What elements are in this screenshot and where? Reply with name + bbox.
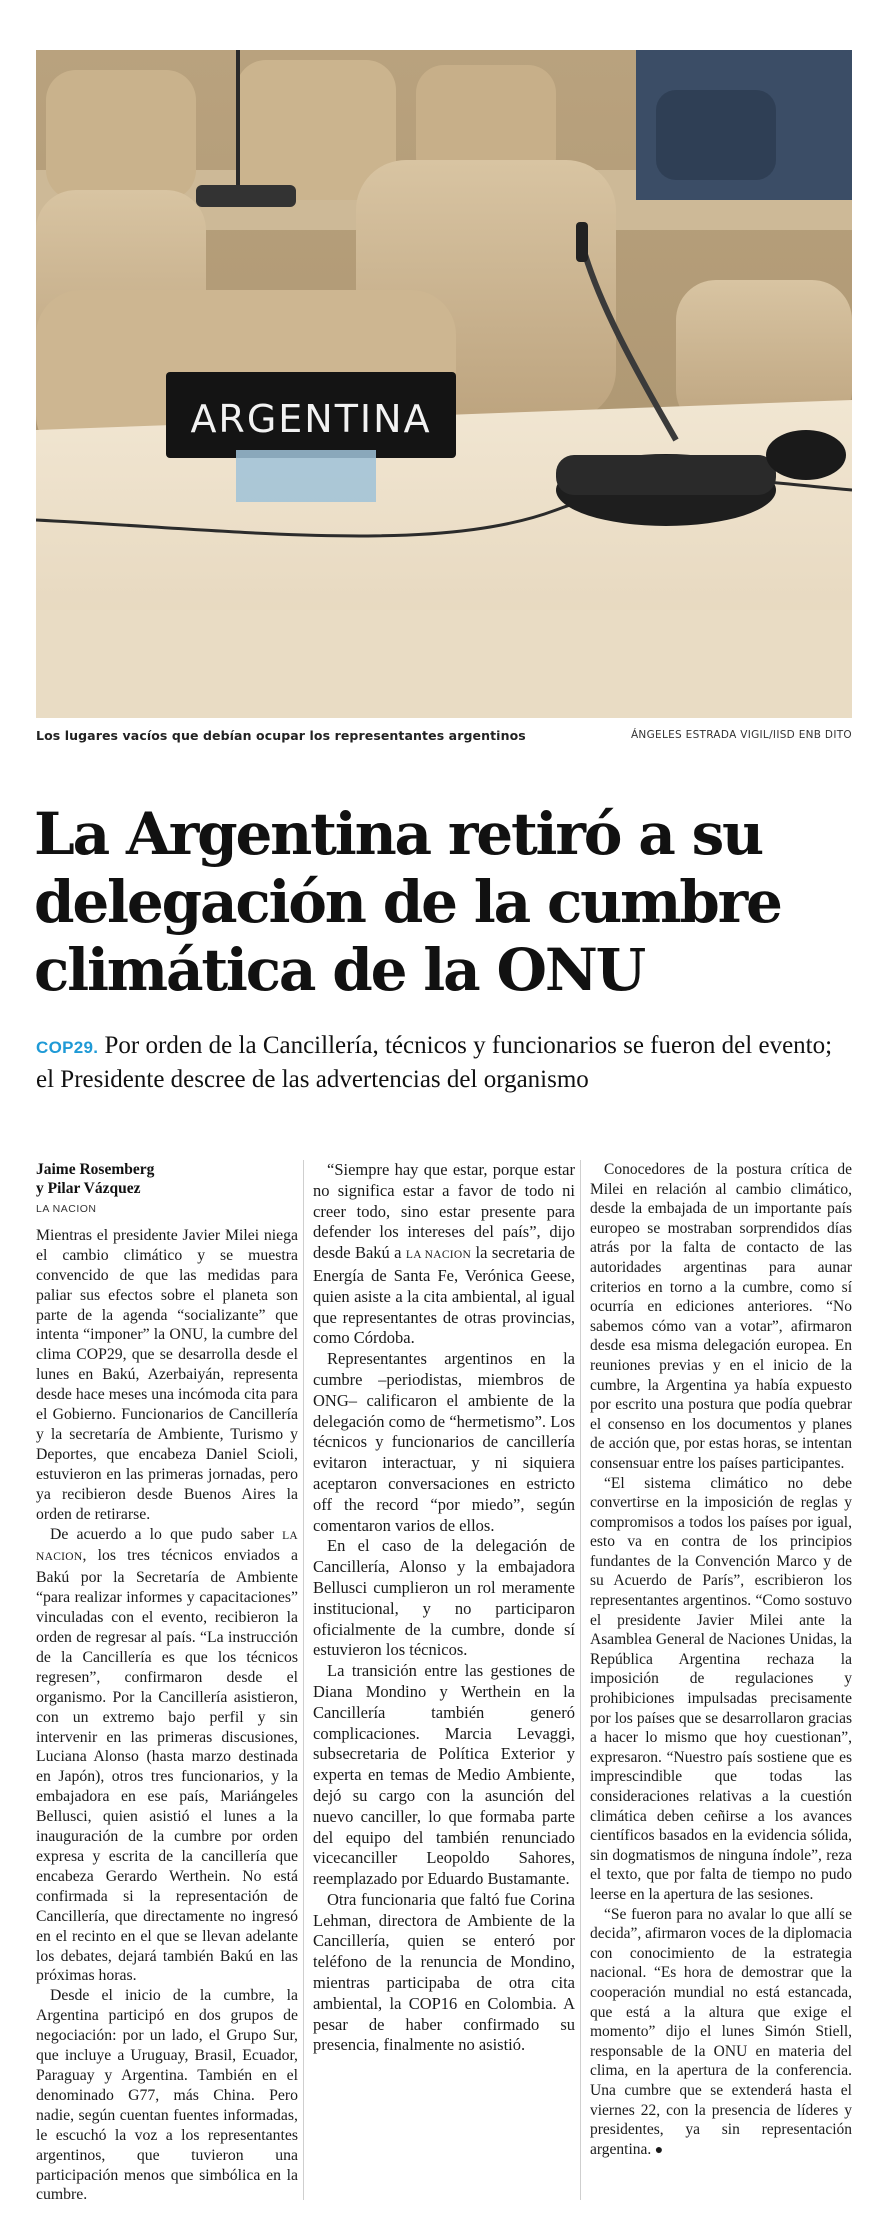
byline-source: LA NACION xyxy=(36,1203,97,1215)
body-paragraph: De acuerdo a lo que pudo saber LA NACION, los tres técnicos enviados a Bakú por la Secretaría de Ambiente “para realizar informes y capacitaciones” vinculadas con el evento, recibieron la orden de regresar al país. “La instrucción de la Cancillería es que los técnicos regresen”, confirmaron desde el organismo. Por la Cancillería asistieron, con un extremo bajo perfil y sin intervenir en las primeras discusiones, Luciana Alonso (hasta marzo destinada en Japón), otros tres funcionarios, y la embajadora en ese país, Mariángeles Bellusci, quien asistió el lunes a la inauguración de la cumbre por orden expresa y escrita de la cancillería que encabeza Gerardo Werthein. No está confirmada si la representación de Cancillería, que directamente no ingresó en el recinto en el que se llevan adelante los debates, dejará también Bakú en las próximas horas. xyxy=(36,1525,298,1985)
body-paragraph: En el caso de la delegación de Cancillería, Alonso y la embajadora Bellusci cumplieron un rol meramente institucional, y no participaron oficialmente de la cumbre, donde sí estuvieron los técnicos. xyxy=(313,1536,575,1660)
body-paragraph: Desde el inicio de la cumbre, la Argentina participó en dos grupos de negociación: por un lado, el Grupo Sur, que incluye a Uruguay, Brasil, Ecuador, Paraguay y Argentina. También en el denominado G77, más China. Pero nadie, según cuentan fuentes informadas, le escuchó la voz a los representantes argentinos, que tuvieron una participación menos que simbólica en la cumbre. xyxy=(36,1987,298,2204)
nameplate-text: ARGENTINA xyxy=(190,397,432,441)
column-divider xyxy=(303,1160,304,2200)
byline-author-1: Jaime Rosemberg xyxy=(36,1161,155,1178)
body-paragraph: Mientras el presidente Javier Milei niega el cambio climático y se muestra convencido de que las medidas para paliar sus efectos sobre el planeta son parte de la agenda “socializante” que intenta “imponer” la ONU, la cumbre del clima COP29, que se desarrolla desde el lunes en Bakú, Azerbaiyán, representa desde hace meses una incómoda cita para el Gobierno. Funcionarios de Cancillería y la secretaría de Ambiente, Turismo y Deportes, que encabeza Daniel Scioli, estuvieron en las primeras jornadas, pero ya recibieron desde Buenos Aires la orden de retirarse. xyxy=(36,1226,298,1523)
article-photo xyxy=(36,50,852,718)
lead-paragraph xyxy=(36,1030,852,1096)
article-column-3 xyxy=(590,1160,852,2160)
body-paragraph: Conocedores de la postura crítica de Milei en relación al cambio climático, desde la embajada de un importante país europeo se mostraban sorprendidos días atrás por la falta de contacto de las autoridades argentinas para aunar criterios en torno a la cumbre, como sí ocurría en ediciones anteriores. “No sabemos cómo van a votar”, afirmaron desde esa misma delegación europea. En reuniones previas y en el inicio de la cumbre, la Argentina ya había expuesto por escrito una postura que podía quebrar el consenso en los documentos y planes de acción que, por estas horas, se intentan consensuar entre los países participantes. xyxy=(590,1161,852,1472)
newspaper-name: LA NACION xyxy=(36,1529,298,1564)
body-paragraph: “Siempre hay que estar, porque estar no significa estar a favor de todo ni creer todo, sino estar presente para defender los intereses del país”, dijo desde Bakú a LA NACION la secretaria de Energía de Santa Fe, Verónica Geese, quien asiste a la cita ambiental, al igual que representantes de otras provincias, como Córdoba. xyxy=(313,1160,575,1348)
body-paragraph: “Se fueron para no avalar lo que allí se decida”, afirmaron voces de la diplomacia con conocimiento de la estrategia nacional. “Es hora de demostrar que la cooperación mundial no está estancada, que está a la altura que exige el momento” dijo el lunes Simón Stiell, responsable de la ONU en materia del clima, en la apertura de la conferencia. Una cumbre que se extenderá hasta el viernes 22, con la presencia de líderes y presidentes, ya sin representación argentina. ● xyxy=(590,1905,852,2158)
photo-credit: ÁNGELES ESTRADA VIGIL/IISD ENB DITO xyxy=(630,729,852,741)
body-paragraph: La transición entre las gestiones de Diana Mondino y Werthein en la Cancillería también generó complicaciones. Marcia Levaggi, subsecretaria de Política Exterior y experta en temas de Medio Ambiente, dejó su cargo con la asunción del nuevo canciller, lo que formaba parte del equipo del también renunciado vicecanciller Leopoldo Sahores, reemplazado por Eduardo Bustamante. xyxy=(313,1661,575,1889)
photo-caption xyxy=(36,728,852,748)
section-tag: COP29. xyxy=(36,1038,99,1057)
lead-text: Por orden de la Cancillería, técnicos y funcionarios se fueron del evento; el Presidente descree de las advertencias del organismo xyxy=(36,1032,833,1093)
caption-text: Los lugares vacíos que debían ocupar los representantes argentinos xyxy=(36,728,526,743)
body-paragraph: Representantes argentinos en la cumbre –periodistas, miembros de ONG– calificaron el ambiente de la delegación como de “hermetismo”. Los técnicos y funcionarios de cancillería evitaron interactuar, y ni siquiera aceptaron conversaciones en estricto off the record “por miedo”, según comentaron varios de ellos. xyxy=(313,1349,575,1535)
article-column-1 xyxy=(36,1160,298,2205)
headline: La Argentina retiró a su delegación de la cumbre climática de la ONU xyxy=(34,800,781,1004)
article-column-2 xyxy=(313,1160,575,2056)
column-divider xyxy=(580,1160,581,2200)
body-paragraph: Otra funcionaria que faltó fue Corina Lehman, directora de Ambiente de la Cancillería, quien se enteró por teléfono de la renuncia de Mondino, mientras participaba de otra cita ambiental, la COP16 en Colombia. A pesar de haber confirmado su presencia, finalmente no asistió. xyxy=(313,1889,575,2055)
byline-author-2: y Pilar Vázquez xyxy=(36,1180,141,1197)
end-of-article-mark: ● xyxy=(651,2142,664,2158)
newspaper-name: LA NACION xyxy=(405,1249,472,1262)
body-paragraph: “El sistema climático no debe convertirse en la imposición de reglas y compromisos a todos los países por igual, esto va en contra de los principios fundantes de la Convención Marco y de su Acuerdo de París”, escribieron los representantes argentinos. “Como sostuvo el presidente Javier Milei ante la Asamblea General de Naciones Unidas, la República Argentina rechaza la imposición de regulaciones y prohibiciones impulsadas precisamente por los países que se desarrollaron gracias a hacer lo mismo que hoy cuestionan”, expresaron. “Nuestro país sostiene que es imprescindible que todas las consideraciones relativas a la cuestión climática deben ceñirse a los avances científicos basados en la evidencia sólida, sin dogmatismos de ninguna índole”, reza el texto, que por falta de tiempo no pudo leerse en la apertura de las sesiones. xyxy=(590,1474,852,1903)
